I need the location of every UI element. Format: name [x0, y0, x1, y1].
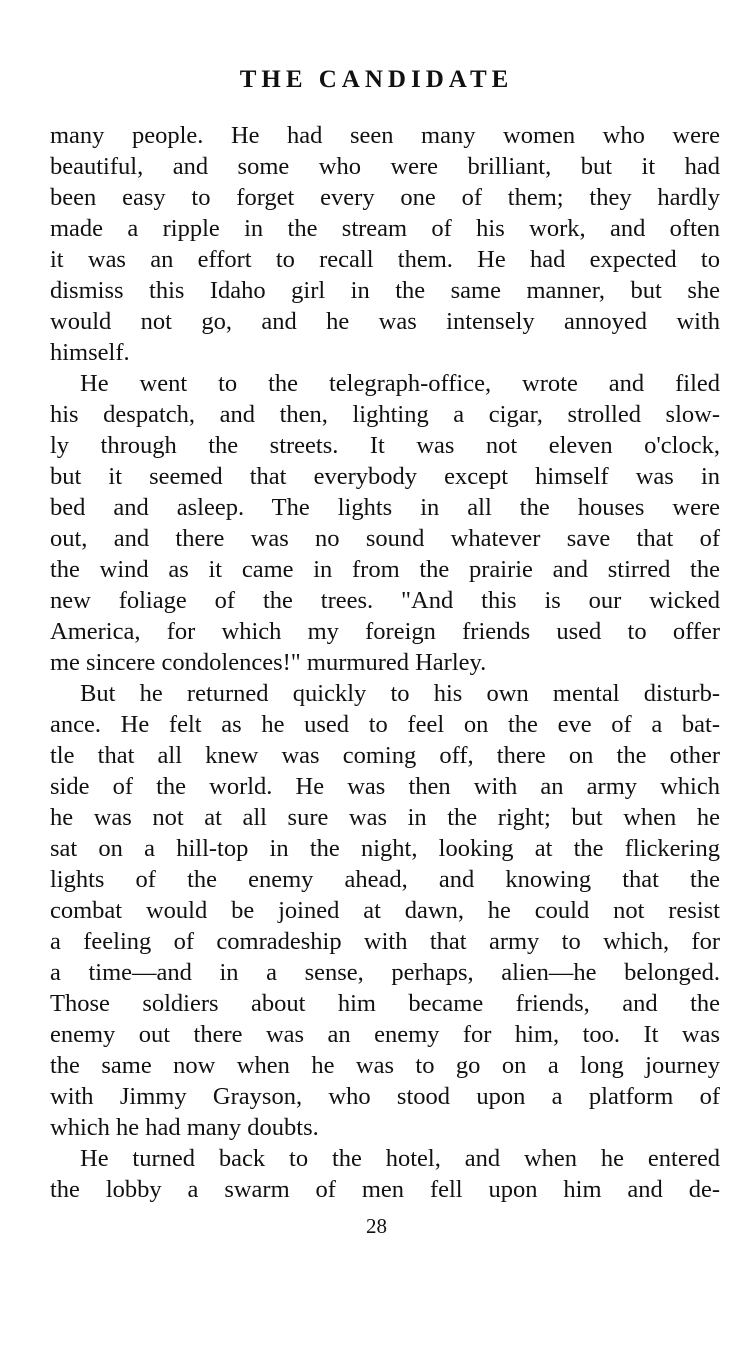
text-line: the wind as it came in from the prairie and stirred the — [50, 556, 720, 583]
text-line: dismiss this Idaho girl in the same manner, but she — [50, 277, 720, 304]
page-number: 28 — [366, 1214, 387, 1238]
text-line: ance. He felt as he used to feel on the eve of a bat- — [50, 711, 720, 738]
text-line: many people. He had seen many women who were — [50, 122, 720, 149]
text-line: side of the world. He was then with an army which — [50, 773, 720, 800]
text-line: beautiful, and some who were brilliant, but it had — [50, 153, 720, 180]
paragraph — [50, 368, 720, 678]
text-line: new foliage of the trees. "And this is our wicked — [50, 587, 720, 614]
text-line: He turned back to the hotel, and when he entered — [80, 1145, 720, 1172]
text-line: the lobby a swarm of men fell upon him and de- — [50, 1176, 720, 1203]
text-line: enemy out there was an enemy for him, too. It was — [50, 1021, 720, 1048]
body-text — [50, 120, 720, 1205]
text-line: a time—and in a sense, perhaps, alien—he belonged. — [50, 959, 720, 986]
text-line: his despatch, and then, lighting a cigar, strolled slow- — [50, 401, 720, 428]
text-line: sat on a hill-top in the night, looking at the flickering — [50, 835, 720, 862]
text-line: combat would be joined at dawn, he could not resist — [50, 897, 720, 924]
text-line: he was not at all sure was in the right; but when he — [50, 804, 720, 831]
text-line: Those soldiers about him became friends, and the — [50, 990, 720, 1017]
text-line: bed and asleep. The lights in all the houses were — [50, 494, 720, 521]
text-line: the same now when he was to go on a long journey — [50, 1052, 720, 1079]
text-line: out, and there was no sound whatever save that of — [50, 525, 720, 552]
text-line: He went to the telegraph-office, wrote and filed — [80, 370, 720, 397]
paragraph — [50, 1143, 720, 1205]
text-line: with Jimmy Grayson, who stood upon a platform of — [50, 1083, 720, 1110]
text-line: a feeling of comradeship with that army to which, for — [50, 928, 720, 955]
text-line: made a ripple in the stream of his work, and often — [50, 215, 720, 242]
text-line: lights of the enemy ahead, and knowing that the — [50, 866, 720, 893]
paragraph — [50, 120, 720, 368]
running-head: THE CANDIDATE — [239, 66, 514, 93]
text-line: ly through the streets. It was not eleven o'clock, — [50, 432, 720, 459]
text-line: me sincere condolences!" murmured Harley. — [50, 649, 487, 676]
text-line: but it seemed that everybody except himself was in — [50, 463, 720, 490]
text-line: would not go, and he was intensely annoyed with — [50, 308, 720, 335]
text-line: himself. — [50, 339, 130, 366]
text-line: But he returned quickly to his own mental disturb- — [80, 680, 720, 707]
text-line: it was an effort to recall them. He had expected to — [50, 246, 720, 273]
paragraph — [50, 678, 720, 1143]
text-line: tle that all knew was coming off, there on the other — [50, 742, 720, 769]
text-line: which he had many doubts. — [50, 1114, 319, 1141]
text-line: been easy to forget every one of them; they hardly — [50, 184, 720, 211]
text-line: America, for which my foreign friends used to offer — [50, 618, 720, 645]
